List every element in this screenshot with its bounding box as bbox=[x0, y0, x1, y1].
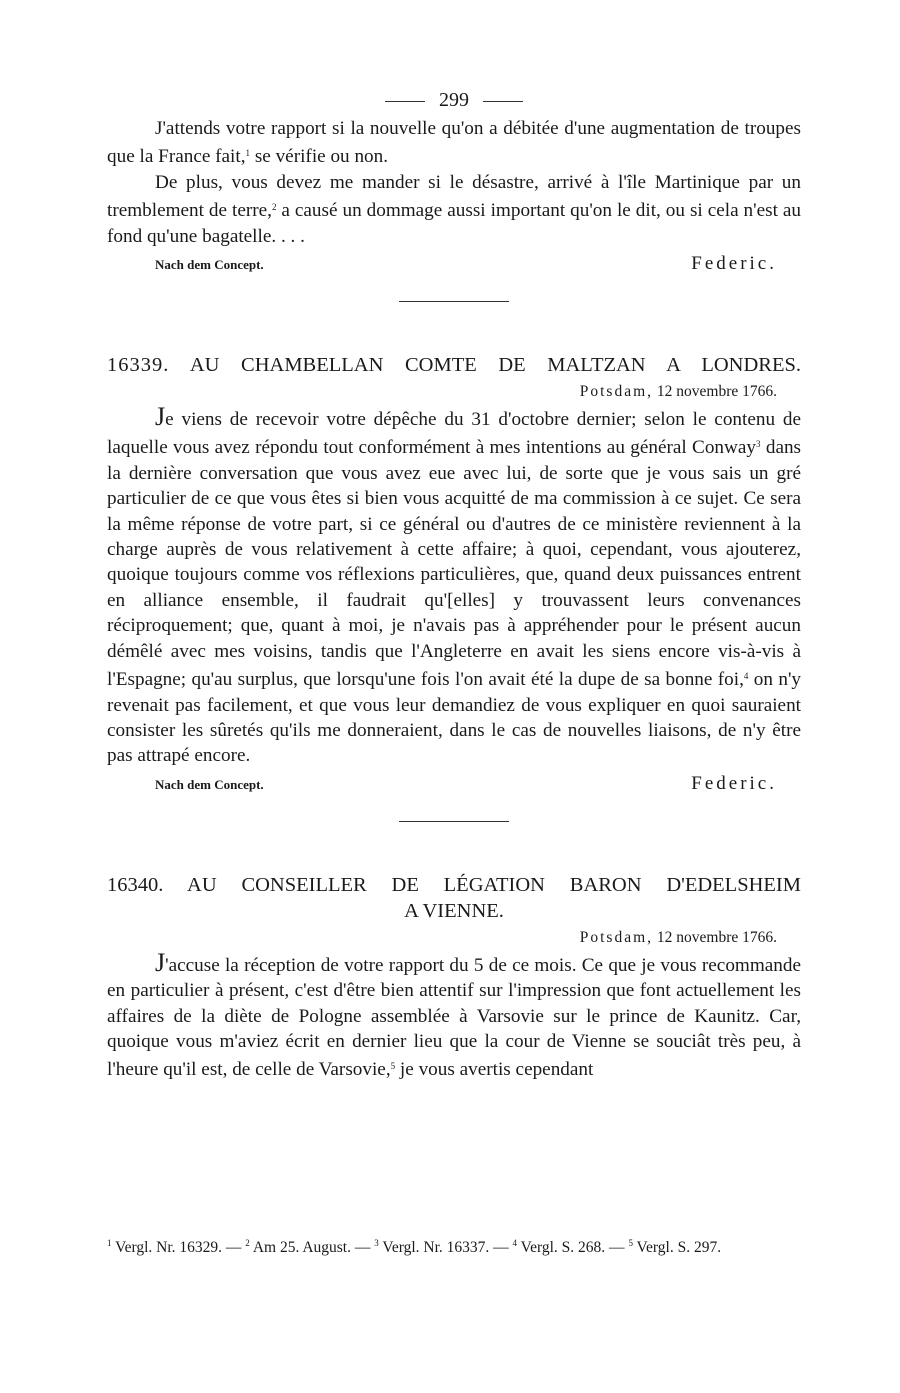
signature: Federic. bbox=[691, 772, 777, 794]
footnote-ref: 2 bbox=[271, 202, 277, 213]
page-number: 299 bbox=[439, 89, 469, 111]
dateline bbox=[107, 383, 777, 401]
letter-number: 16339. bbox=[107, 354, 170, 377]
signature-block bbox=[107, 253, 801, 275]
initial-letter: J bbox=[155, 947, 166, 977]
letter-text: Je viens de recevoir votre dépêche du 31 d'octobre dernier; selon le contenu de laquelle vous avez répondu tout conformément à mes intentions au général Conway$^3$ dans la dernière conversation que vous avez eue avec lui, de sorte que je vous sais un gré particulier de ce que vous êtes si bien vous acquitté de ma commission à ce sujet. Ce sera la même réponse de votre part, si ce général ou d'autres de ce ministère reviennent à la charge auprès de vous relativement à cette affaire; à quoi, cependant, vous ajouterez, quoique toujours comme vos réflexions particulières, que, quand deux puissances entrent en alliance ensemble, il faudrait qu'[elles] y trouvassent leurs convenances réciproquement; que, quant à moi, je n'avais pas à appréhender pour le présent aucun démêlé avec mes voisins, tandis que l'Angleterre en avait les siens encore vis-à-vis à l'Espagne; qu'au surplus, que lorsqu'une fois l'on avait été la dupe de sa bonne foi,$^4$ on n'y revenait pas facilement, et que vous leur demandiez de vous expliquer en quoi sauraient consister les sûretés qu'ils me donneraient, dans le cas de nouvelles liaisons, de n'y être pas attrapé encore. bbox=[107, 402, 802, 767]
footnotes bbox=[107, 1233, 801, 1258]
letter-destination: A VIENNE. bbox=[404, 899, 504, 922]
source-note: Nach dem Concept. bbox=[155, 776, 264, 792]
footnote-ref: 1 bbox=[245, 148, 251, 159]
letter-continuation bbox=[107, 116, 801, 275]
letter-16340 bbox=[107, 872, 801, 1083]
letter-16339 bbox=[107, 352, 801, 795]
initial-letter: J bbox=[155, 402, 166, 432]
letter-heading-line bbox=[107, 872, 801, 898]
footnote: $^1$ Vergl. Nr. 16329. — bbox=[107, 1238, 242, 1256]
signature-block bbox=[107, 773, 801, 795]
section-divider bbox=[399, 301, 509, 302]
letter-text: J'accuse la réception de votre rapport du 5 de ce mois. Ce que je vous recommande en particulier à présent, c'est d'être bien attentif sur l'impression que font actuellement les affaires de la diète de Pologne assemblée à Varsovie sur le prince de Kaunitz. Car, quoique vous m'aviez écrit en dernier lieu que la cour de Vienne se souciât très peu, à l'heure qu'il est, de celle de Varsovie,$^5$ je vous avertis cependant bbox=[107, 947, 801, 1081]
letter-heading bbox=[107, 352, 801, 378]
footnote-ref: 4 bbox=[743, 671, 749, 682]
section-divider bbox=[399, 821, 509, 822]
date: 12 novembre 1766. bbox=[656, 928, 777, 946]
signature: Federic. bbox=[691, 253, 777, 275]
page-body bbox=[107, 84, 801, 1083]
paragraph: J'attends votre rapport si la nouvelle qu'on a débitée d'une augmentation de troupes que la France fait,$^1$ se vérifie ou non. bbox=[107, 118, 801, 168]
letter-recipient: AU CHAMBELLAN COMTE DE MALTZAN A LONDRES. bbox=[189, 354, 801, 377]
place: Potsdam, bbox=[579, 383, 654, 401]
header-dash-right bbox=[483, 101, 523, 102]
source-note: Nach dem Concept. bbox=[155, 257, 264, 273]
footnote: $^2$ Am 25. August. — bbox=[245, 1238, 371, 1256]
footnote: $^3$ Vergl. Nr. 16337. — bbox=[374, 1238, 509, 1256]
header-dash-left bbox=[385, 101, 425, 102]
place: Potsdam, bbox=[579, 928, 654, 946]
footnote-ref: 5 bbox=[390, 1061, 396, 1072]
letter-recipient: AU CONSEILLER DE LÉGATION BARON D'EDELSHEIM bbox=[187, 873, 801, 896]
footnote: $^5$ Vergl. S. 297. bbox=[628, 1238, 722, 1256]
footnote: $^4$ Vergl. S. 268. — bbox=[512, 1238, 625, 1256]
dateline bbox=[107, 929, 777, 947]
running-header bbox=[107, 84, 801, 116]
paragraph: De plus, vous devez me mander si le désastre, arrivé à l'île Martinique par un tremblement de terre,$^2$ a causé un dommage aussi important qu'on le dit, ou si cela n'est au fond qu'une bagatelle. . . . bbox=[107, 171, 801, 247]
date: 12 novembre 1766. bbox=[656, 383, 777, 401]
letter-heading bbox=[107, 872, 801, 924]
letter-number: 16340. bbox=[107, 873, 164, 896]
footnote-ref: 3 bbox=[756, 439, 761, 450]
